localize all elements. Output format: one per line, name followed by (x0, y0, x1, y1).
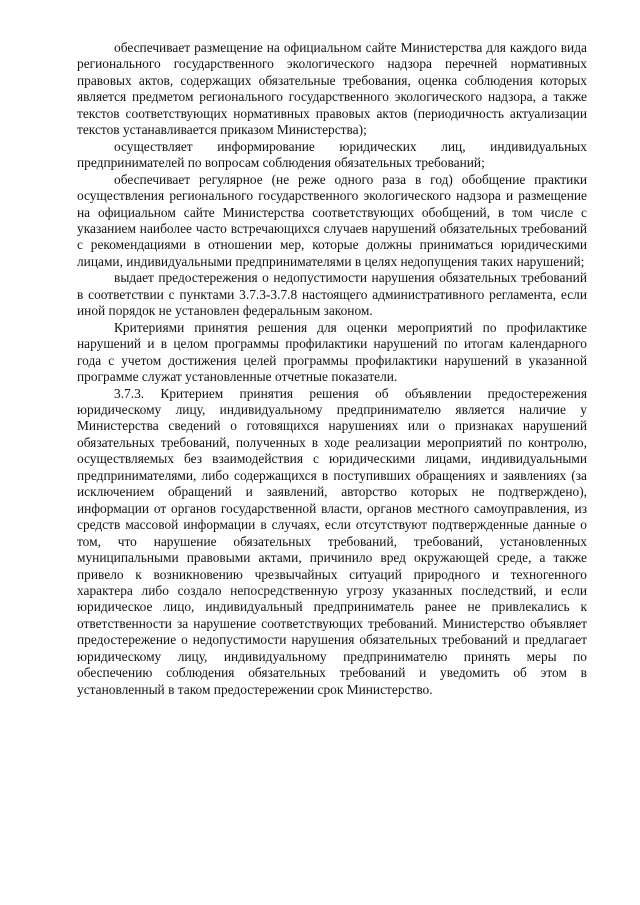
paragraph-practice-generalization: обеспечивает регулярное (не реже одного раза в год) обобщение практики осуществления регионального государственного экологического надзора и размещение на официальном сайте Министерства соответствующих обобщений, в том числе с указанием наиболее часто встречающихся случаев нарушений обязательных требований с рекомендациями в отношении мер, которые должны приниматься юридическими лицами, индивидуальными предпринимателями в целях недопущения таких нарушений; (77, 171, 587, 269)
paragraph-section-3-7-3: 3.7.3. Критерием принятия решения об объявлении предостережения юридическому лицу, индивидуальному предпринимателю является наличие у Министерства сведений о готовящихся нарушениях или о признаках нарушений обязательных требований, полученных в ходе реализации мероприятий по контролю, осуществляемых без взаимодействия с юридическими лицами, индивидуальными предпринимателями, либо содержащихся в поступивших обращениях и заявлениях (за исключением обращений и заявлений, авторство которых не подтверждено), информации от органов государственной власти, органов местного самоуправления, из средств массовой информации в случаях, если отсутствуют подтвержденные данные о том, что нарушение обязательных требований, требований, установленных муниципальными правовыми актами, причинило вред окружающей среде, а также привело к возникновению чрезвычайных ситуаций природного и техногенного характера либо создало непосредственную угрозу указанных последствий, и если юридическое лицо, индивидуальный предприниматель ранее не привлекались к ответственности за нарушение соответствующих требований. Министерство объявляет предостережение о недопустимости нарушения обязательных требований и предлагает юридическому лицу, индивидуальному предпринимателю принять меры по обеспечению соблюдения обязательных требований и уведомить об этом в установленный в таком предостережении срок Министерство. (77, 385, 587, 697)
paragraph-evaluation-criteria: Критериями принятия решения для оценки мероприятий по профилактике нарушений и в целом программы профилактики нарушений по итогам календарного года с учетом достижения целей программы профилактики нарушений в указанной программе служат установленные отчетные показатели. (77, 319, 587, 385)
paragraph-placement-of-acts: обеспечивает размещение на официальном сайте Министерства для каждого вида регионального государственного экологического надзора перечней нормативных правовых актов, содержащих обязательные требования, оценка соблюдения которых является предметом регионального государственного экологического надзора, а также текстов соответствующих нормативных правовых актов (периодичность актуализации текстов устанавливается приказом Министерства); (77, 40, 587, 138)
paragraph-warnings: выдает предостережения о недопустимости нарушения обязательных требований в соответствии с пунктами 3.7.3-3.7.8 настоящего административного регламента, если иной порядок не установлен федеральным законом. (77, 270, 587, 319)
document-page (77, 40, 587, 698)
paragraph-informing: осуществляет информирование юридических лиц, индивидуальных предпринимателей по вопросам соблюдения обязательных требований; (77, 138, 587, 171)
